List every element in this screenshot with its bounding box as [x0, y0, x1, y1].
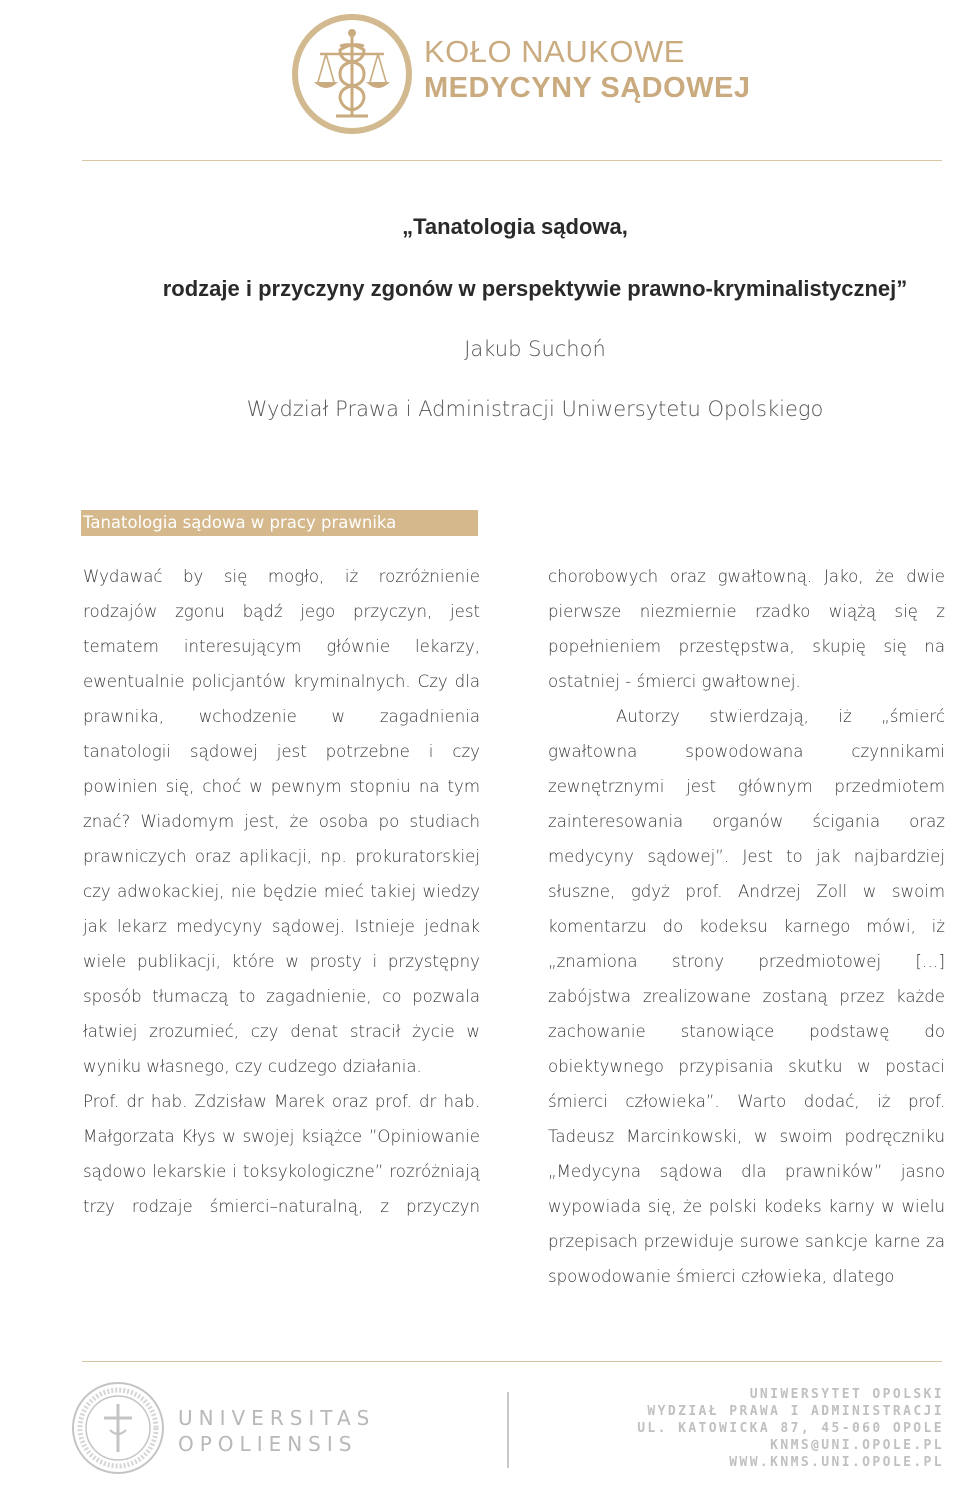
org-name-line2: MEDYCYNY SĄDOWEJ	[424, 72, 751, 104]
university-seal-icon	[70, 1380, 166, 1476]
author-name: Jakub Suchoń	[464, 337, 606, 361]
address-email: KNMS@UNI.OPOLE.PL	[770, 1438, 944, 1453]
paragraph: Prof. dr hab. Zdzisław Marek oraz prof. dr hab. Małgorzata Kłys w swojej książce ”Opiniowanie sądowo lekarskie i toksykologiczne” rozróżniają trzy rodzaje śmierci–naturalną, z przyczyn	[83, 1092, 480, 1216]
address-university: UNIWERSYTET OPOLSKI	[749, 1387, 944, 1402]
section-heading: Tanatologia sądowa w pracy prawnika	[81, 510, 478, 536]
document-title-line2: rodzaje i przyczyny zgonów w perspektywie prawno-kryminalistycznej”	[162, 276, 908, 301]
header-divider	[82, 160, 942, 161]
footer-divider	[82, 1361, 942, 1362]
body-column-right	[548, 559, 945, 1294]
university-name-line1: UNIVERSITAS	[178, 1406, 376, 1430]
body-column-left	[83, 559, 480, 1224]
address-website: WWW.KNMS.UNI.OPOLE.PL	[729, 1455, 944, 1470]
author-affiliation: Wydział Prawa i Administracji Uniwersytetu Opolskiego	[246, 397, 824, 421]
scales-caduceus-emblem-icon	[290, 12, 414, 136]
address-street: UL. KATOWICKA 87, 45-060 OPOLE	[637, 1421, 944, 1436]
paragraph: Wydawać by się mogło, iż rozróżnienie rodzajów zgonu bądź jego przyczyn, jest tematem interesującym głównie lekarzy, ewentualnie policjantów kryminalnych. Czy dla prawnika, wchodzenie w zagadnienia tanatologii sądowej jest potrzebne i czy powinien się, choć w pewnym stopniu na tym znać? Wiadomym jest, że osoba po studiach prawniczych oraz aplikacji, np. prokuratorskiej czy adwokackiej, nie będzie mieć takiej wiedzy jak lekarz medycyny sądowej. Istnieje jednak wiele publikacji, które w prosty i przystępny sposób tłumaczą to zagadnienie, co pozwala łatwiej zrozumieć, czy denat stracił życie w wyniku własnego, czy cudzego działania.	[83, 567, 480, 1076]
org-name-line1: KOŁO NAUKOWE	[424, 34, 685, 69]
university-name-line2: OPOLIENSIS	[178, 1432, 358, 1456]
paragraph: Autorzy stwierdzają, iż „śmierć gwałtowna spowodowana czynnikami zewnętrznymi jest głównym przedmiotem zainteresowania organów ścigania oraz medycyny sądowej”. Jest to jak najbardziej słuszne, gdyż prof. Andrzej Zoll w swoim komentarzu do kodeksu karnego mówi, iż „znamiona strony przedmiotowej […] zabójstwa zrealizowane zostaną przez każde zachowanie stanowiące podstawę do obiektywnego przypisania skutku w postaci śmierci człowieka”. Warto dodać, iż prof. Tadeusz Marcinkowski, w swoim podręczniku „Medycyna sądowa dla prawników” jasno wypowiada się, że polski kodeks karny w wielu przepisach przewiduje surowe sankcje karne za spowodowanie śmierci człowieka, dlatego	[548, 707, 945, 1286]
document-title-line1: „Tanatologia sądowa,	[402, 214, 628, 239]
paragraph: chorobowych oraz gwałtowną. Jako, że dwie pierwsze niezmiernie rzadko wiążą się z popełnieniem przestępstwa, skupię się na ostatniej - śmierci gwałtownej.	[548, 567, 945, 691]
footer-vertical-divider	[507, 1392, 509, 1468]
address-faculty: WYDZIAŁ PRAWA I ADMINISTRACJI	[647, 1404, 944, 1419]
